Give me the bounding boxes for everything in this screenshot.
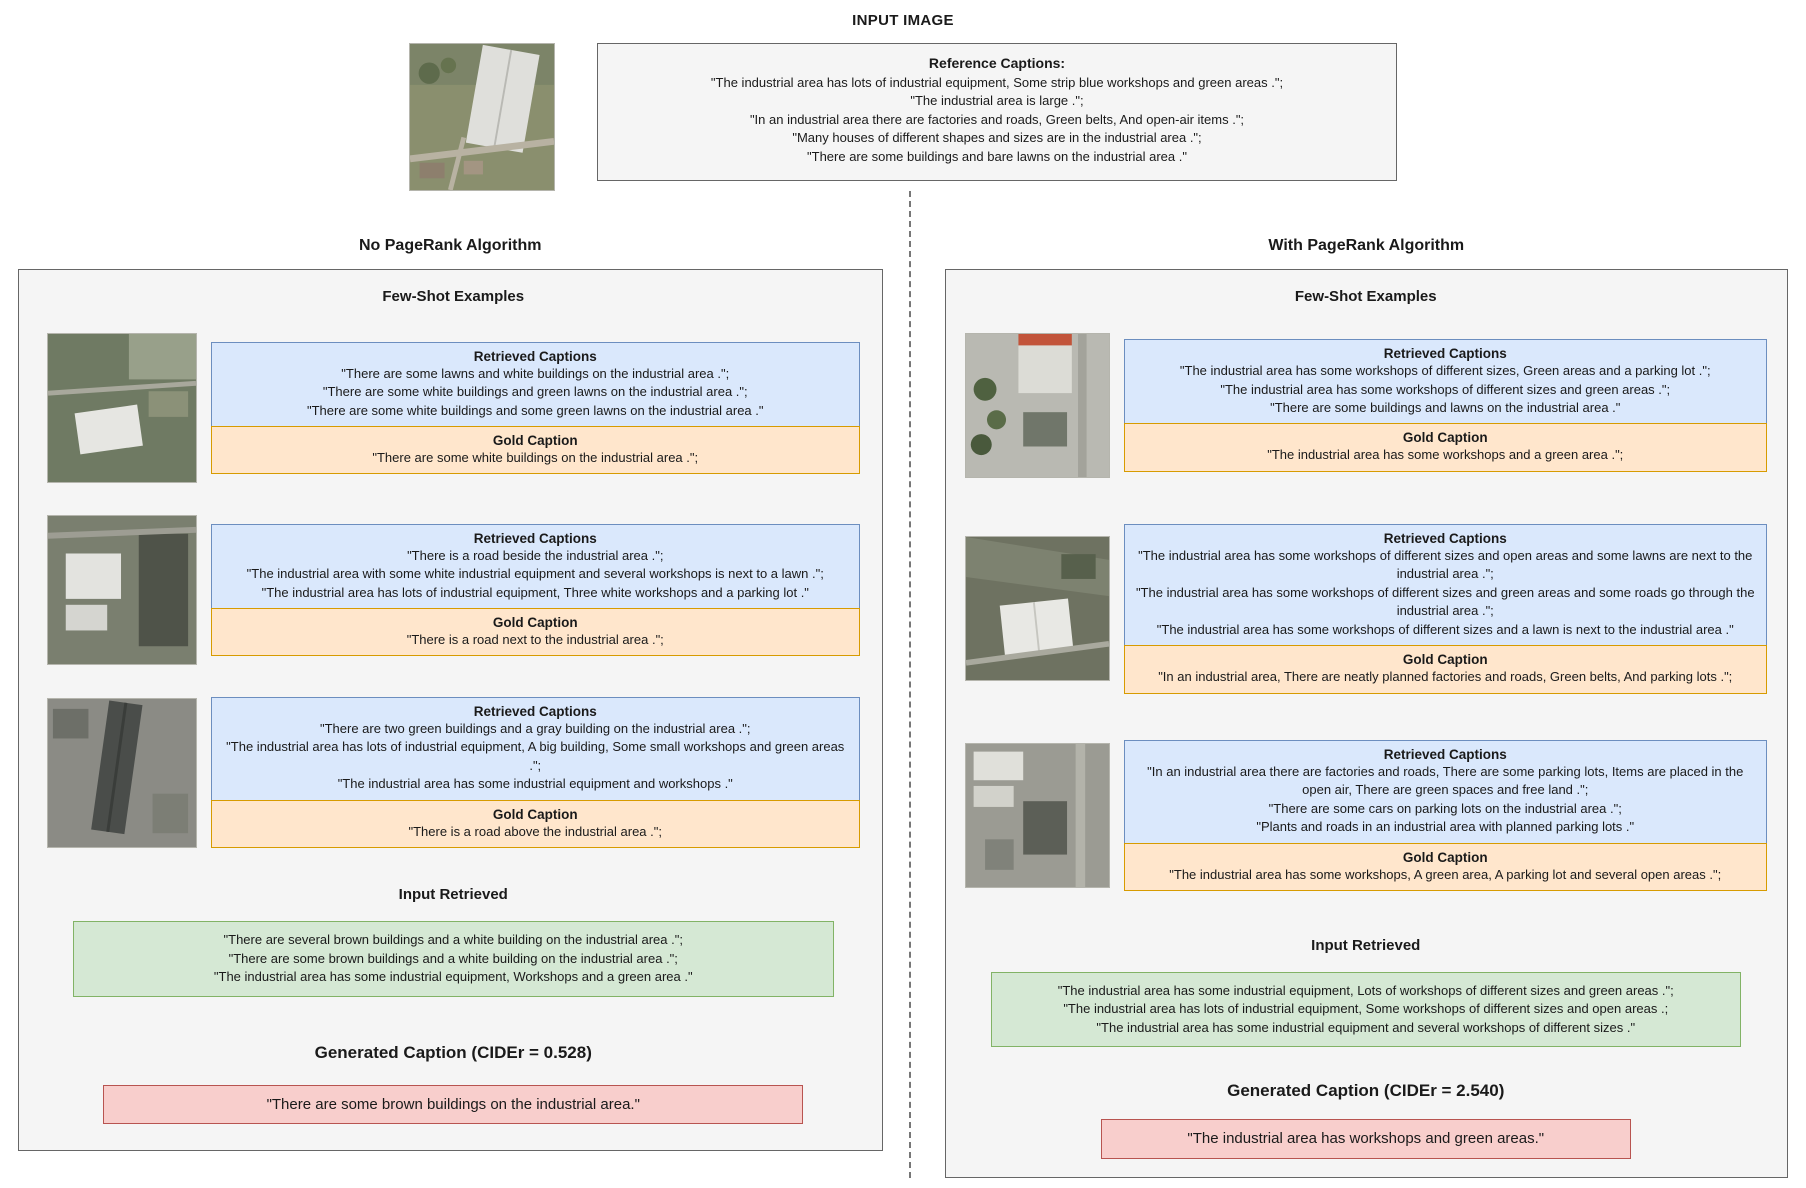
no-pagerank-title: No PageRank Algorithm: [358, 237, 542, 254]
caption-line: "There are some white buildings on the industrial area .";: [372, 449, 699, 465]
few-shot-example-1: [47, 333, 860, 483]
caption-line: "The industrial area has lots of industrial equipment, A big building, Some small workshops and green areas .";: [226, 739, 845, 773]
gold-caption-box: [211, 426, 860, 474]
satellite-image: [47, 515, 197, 665]
satellite-image: [965, 743, 1110, 888]
caption-stack: [1124, 740, 1768, 891]
satellite-image: [47, 333, 197, 483]
caption-line: "In an industrial area there are factories and roads, Green belts, And open-air items .";: [749, 111, 1245, 127]
with-pagerank-title: With PageRank Algorithm: [1268, 237, 1465, 254]
gold-caption-title: Gold Caption: [1402, 849, 1488, 865]
retrieved-captions-box: [1124, 339, 1768, 424]
caption-line: "There are some cars on parking lots on the industrial area .";: [1268, 800, 1622, 816]
no-pagerank-column: [18, 237, 883, 1151]
gold-caption-box: [1124, 645, 1768, 693]
caption-line: "The industrial area has some workshops of different sizes and a lawn is next to the industrial area .": [1156, 621, 1734, 637]
caption-line: "In an industrial area there are factories and roads, There are some parking lots, Items are placed in the open air, There are green spaces and free land .";: [1147, 763, 1744, 798]
retrieved-captions-title: Retrieved Captions: [473, 348, 597, 364]
dashed-divider: [909, 191, 911, 1178]
caption-line: "The industrial area has some industrial equipment, Lots of workshops of different sizes and green areas .";: [1057, 982, 1674, 998]
gold-caption-title: Gold Caption: [492, 614, 578, 630]
caption-stack: [1124, 339, 1768, 472]
retrieved-captions-title: Retrieved Captions: [473, 704, 597, 719]
input-image-title: INPUT IMAGE: [852, 12, 954, 29]
caption-line: "There is a road next to the industrial area .";: [406, 631, 664, 647]
input-retrieved-title: Input Retrieved: [1311, 936, 1421, 954]
retrieved-captions-box: [211, 524, 860, 609]
few-shot-example-3: [965, 740, 1768, 891]
satellite-image: [47, 698, 197, 848]
caption-line: "There are some buildings and bare lawns on the industrial area .": [807, 148, 1187, 164]
few-shot-example-3: [47, 697, 860, 848]
few-shot-example-1: [965, 333, 1768, 478]
gold-caption-title: Gold Caption: [1402, 430, 1488, 446]
caption-line: "Plants and roads in an industrial area with planned parking lots .": [1256, 819, 1635, 835]
caption-line: "The industrial area has some workshops of different sizes, Green areas and a parking lot .";: [1179, 363, 1711, 379]
gold-caption-title: Gold Caption: [492, 806, 578, 822]
retrieved-captions-box: [1124, 524, 1768, 646]
gold-caption-box: [211, 608, 860, 656]
gold-caption-box: [1124, 423, 1768, 471]
caption-line: "There are some buildings and lawns on the industrial area .": [1270, 400, 1621, 415]
caption-line: "The industrial area with some white industrial equipment and several workshops is next to a lawn .";: [246, 566, 824, 582]
retrieved-captions-box: [211, 342, 860, 427]
retrieved-captions-title: Retrieved Captions: [1383, 531, 1507, 546]
few-shot-example-2: [47, 515, 860, 665]
no-pagerank-panel: [18, 269, 883, 1151]
few-shot-title: Few-Shot Examples: [382, 288, 525, 305]
caption-line: "There is a road beside the industrial area .";: [407, 547, 664, 563]
few-shot-title: Few-Shot Examples: [1294, 288, 1437, 305]
caption-line: "There are some white buildings and green lawns on the industrial area .";: [322, 384, 748, 400]
caption-line: "The industrial area has lots of industrial equipment, Some workshops of different sizes and open areas .;: [1063, 1001, 1669, 1017]
generated-caption-box: [1101, 1119, 1631, 1158]
reference-captions-box: [597, 43, 1397, 181]
caption-line: "Many houses of different shapes and sizes are in the industrial area .";: [792, 130, 1202, 146]
with-pagerank-panel: [945, 269, 1789, 1178]
retrieved-captions-title: Retrieved Captions: [473, 530, 597, 546]
caption-line: "The industrial area is large .";: [910, 93, 1084, 109]
caption-line: "The industrial area has lots of industrial equipment, Some strip blue workshops and green areas .";: [710, 75, 1284, 90]
caption-line: "There are some white buildings and some green lawns on the industrial area .": [306, 402, 764, 418]
caption-line: "The industrial area has some workshops of different sizes and open areas and some lawns are next to the industrial area .";: [1138, 548, 1753, 582]
caption-line: "The industrial area has some industrial equipment and several workshops of different sizes .": [1096, 1019, 1636, 1035]
few-shot-example-2: [965, 524, 1768, 694]
caption-stack: [1124, 524, 1768, 694]
input-retrieved-box: [991, 972, 1742, 1047]
caption-stack: [211, 342, 860, 475]
gold-caption-box: [211, 800, 860, 848]
input-retrieved-title: Input Retrieved: [398, 886, 508, 904]
retrieved-captions-box: [211, 697, 860, 801]
comparison-columns: [0, 237, 1806, 1178]
caption-line: "In an industrial area, There are neatly planned factories and roads, Green belts, And parking lots .";: [1158, 669, 1733, 685]
generated-caption-title: Generated Caption (CIDEr = 2.540): [1227, 1081, 1505, 1101]
input-retrieved-box: [73, 921, 834, 996]
reference-captions-title: Reference Captions:: [928, 55, 1066, 71]
caption-line: "There is a road above the industrial area .";: [408, 823, 662, 839]
retrieved-captions-box: [1124, 740, 1768, 844]
caption-line: "The industrial area has some workshops of different sizes and green areas and some roads go through the industrial area .";: [1135, 584, 1755, 619]
caption-line: "The industrial area has some workshops of different sizes and green areas .";: [1220, 381, 1671, 397]
satellite-image: [965, 536, 1110, 681]
caption-line: "The industrial area has some workshops and a green area .";: [1267, 447, 1624, 463]
gold-caption-title: Gold Caption: [492, 432, 578, 448]
aerial-art: [410, 44, 554, 190]
satellite-image: [965, 333, 1110, 478]
caption-line: "The industrial area has some workshops, A green area, A parking lot and several open areas .";: [1169, 866, 1722, 882]
caption-line: "There are several brown buildings and a white building on the industrial area .";: [223, 932, 683, 948]
with-pagerank-column: [945, 237, 1789, 1178]
caption-stack: [211, 524, 860, 657]
generated-caption-title: Generated Caption (CIDEr = 0.528): [314, 1042, 592, 1062]
caption-line: "The industrial area has lots of industrial equipment, Three white workshops and a parking lot .": [261, 584, 809, 600]
caption-line: "The industrial area has some industrial equipment, Workshops and a green area .": [213, 969, 693, 985]
retrieved-captions-title: Retrieved Captions: [1383, 746, 1507, 762]
caption-line: "There are some brown buildings on the industrial area.": [266, 1095, 640, 1113]
input-image-section: [0, 43, 1806, 191]
input-satellite-image: [409, 43, 555, 191]
gold-caption-box: [1124, 843, 1768, 891]
retrieved-captions-title: Retrieved Captions: [1383, 346, 1507, 362]
gold-caption-title: Gold Caption: [1402, 652, 1488, 668]
caption-line: "The industrial area has workshops and green areas.": [1187, 1130, 1545, 1148]
generated-caption-box: [103, 1085, 803, 1124]
caption-line: "There are some lawns and white buildings on the industrial area .";: [341, 365, 730, 381]
caption-stack: [211, 697, 860, 848]
caption-line: "The industrial area has some industrial equipment and workshops .": [337, 776, 733, 792]
caption-line: "There are some brown buildings and a white building on the industrial area .";: [228, 950, 678, 966]
caption-line: "There are two green buildings and a gray building on the industrial area .";: [319, 721, 751, 736]
